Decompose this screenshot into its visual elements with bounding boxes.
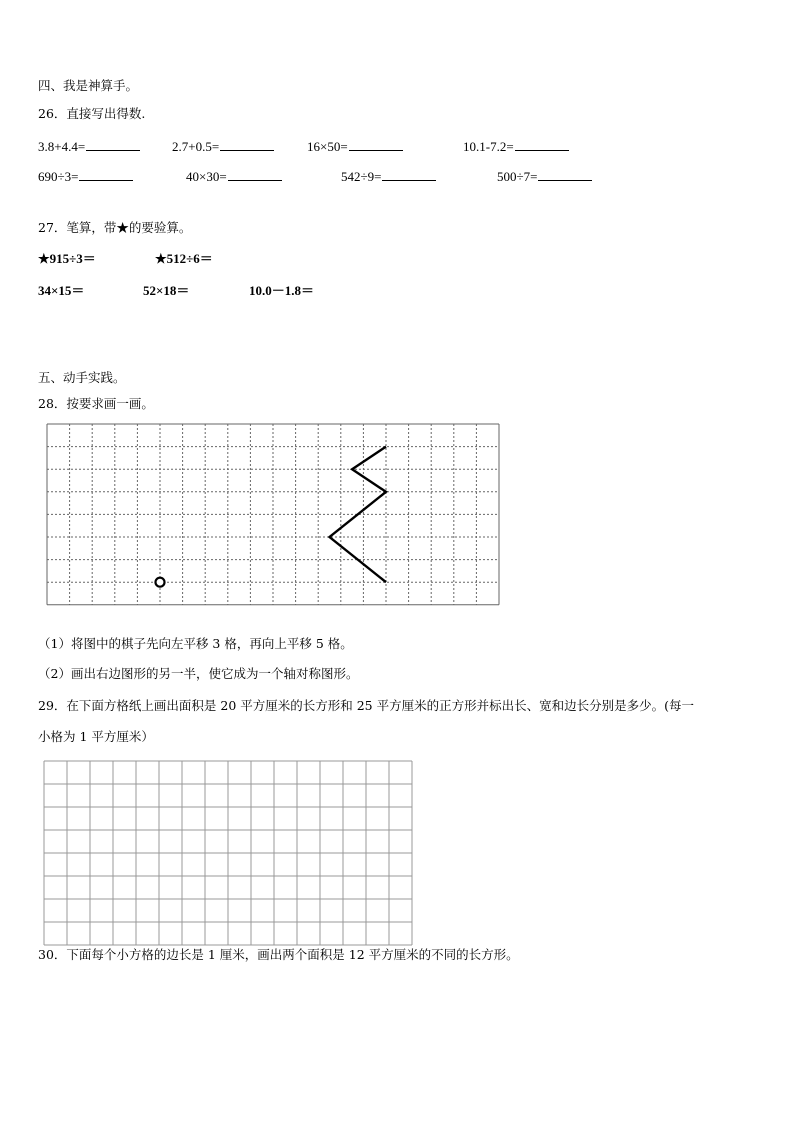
q26-r2-item2 xyxy=(186,168,282,185)
q26-r1-expr4: 10.1-7.2= xyxy=(463,139,514,154)
q29-text-line1: 29．在下面方格纸上画出面积是 20 平方厘米的长方形和 25 平方厘米的正方形并标出长、宽和边长分别是多少。(每一 xyxy=(38,698,694,713)
q26-r1-item4 xyxy=(463,138,569,155)
answer-blank[interactable] xyxy=(349,138,403,151)
answer-blank[interactable] xyxy=(228,168,282,181)
q29-drawing-grid[interactable] xyxy=(43,760,414,947)
q26-r2-item4 xyxy=(497,168,592,185)
answer-blank[interactable] xyxy=(86,138,140,151)
q26-r1-expr1: 3.8+4.4= xyxy=(38,139,86,154)
half-figure-polyline xyxy=(330,447,387,583)
q29-text-line2: 小格为 1 平方厘米） xyxy=(38,729,154,744)
q26-r1-expr2: 2.7+0.5= xyxy=(172,139,220,154)
q26-r2-expr4: 500÷7= xyxy=(497,169,538,184)
q26-r1-item1 xyxy=(38,138,140,155)
section4-heading: 四、我是神算手。 xyxy=(38,78,139,93)
q26-title: 26．直接写出得数. xyxy=(38,106,146,121)
q28-drawing-grid[interactable] xyxy=(46,423,501,607)
q27-r1-item2: ★512÷6＝ xyxy=(155,251,213,266)
q26-r2-item3 xyxy=(341,168,436,185)
q27-title: 27．笔算，带★的要验算。 xyxy=(38,220,192,235)
q28-title: 28．按要求画一画。 xyxy=(38,396,154,411)
q28-sub2: （2）画出右边图形的另一半，使它成为一个轴对称图形。 xyxy=(38,666,359,681)
q26-r1-item2 xyxy=(172,138,274,155)
q26-r2-expr2: 40×30= xyxy=(186,169,227,184)
answer-blank[interactable] xyxy=(220,138,274,151)
q27-r2-item3: 10.0－1.8＝ xyxy=(249,283,315,298)
q28-sub1: （1）将图中的棋子先向左平移 3 格，再向上平移 5 格。 xyxy=(38,636,353,651)
answer-blank[interactable] xyxy=(79,168,133,181)
answer-blank[interactable] xyxy=(515,138,569,151)
q27-r2-item1: 34×15＝ xyxy=(38,283,85,298)
q26-r2-expr1: 690÷3= xyxy=(38,169,79,184)
q26-r1-item3 xyxy=(307,138,403,155)
q26-r1-expr3: 16×50= xyxy=(307,139,348,154)
q27-r1-item1: ★915÷3＝ xyxy=(38,251,96,266)
section5-heading: 五、动手实践。 xyxy=(38,370,126,385)
q26-r2-expr3: 542÷9= xyxy=(341,169,382,184)
answer-blank[interactable] xyxy=(538,168,592,181)
q27-r2-item2: 52×18＝ xyxy=(143,283,190,298)
answer-blank[interactable] xyxy=(382,168,436,181)
q26-r2-item1 xyxy=(38,168,133,185)
q30-text: 30．下面每个小方格的边长是 1 厘米，画出两个面积是 12 平方厘米的不同的长方形。 xyxy=(38,947,519,962)
chess-piece-icon xyxy=(156,578,165,587)
